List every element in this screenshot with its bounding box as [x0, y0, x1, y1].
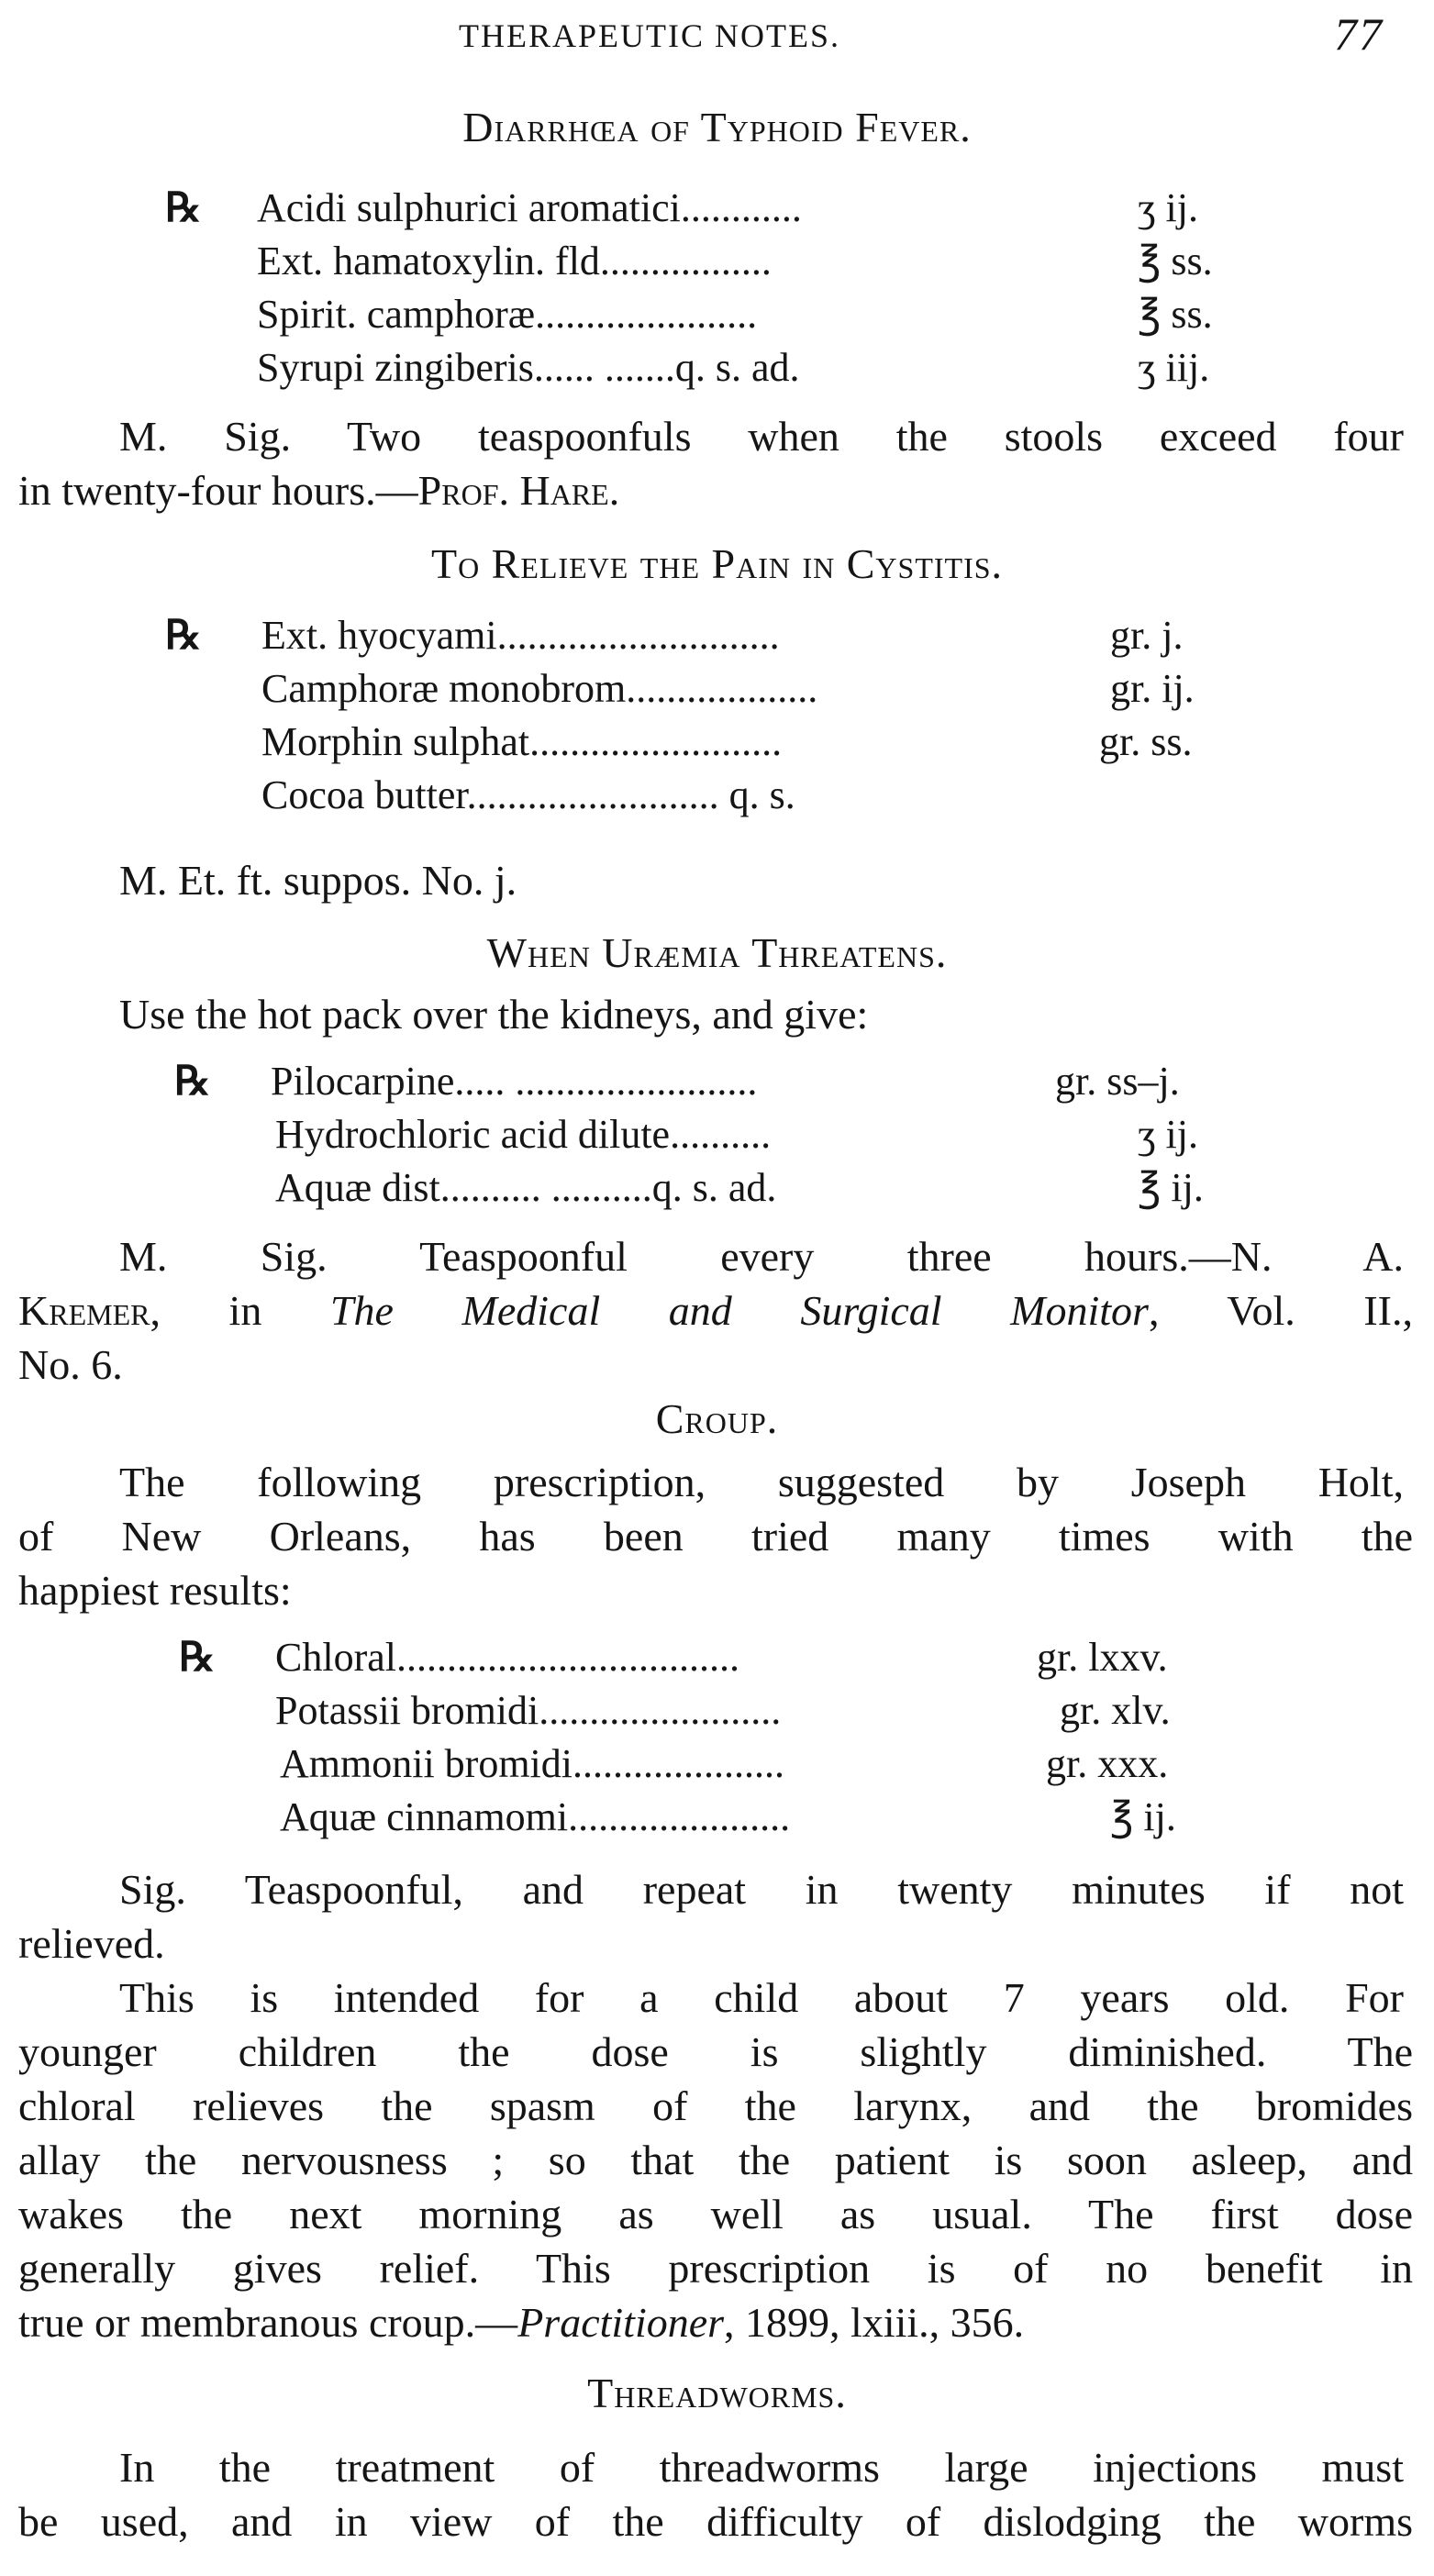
section-heading-uraemia: When Uræmia Threatens. [486, 929, 948, 976]
sig-text: in twenty-four hours.— [18, 467, 418, 514]
sig-croup-line2: relieved. [18, 1920, 165, 1967]
ingredient-name: Syrupi zingiberis...... .......q. s. ad. [257, 345, 800, 390]
ingredient-name: Potassii bromidi........................ [275, 1688, 782, 1733]
ingredient-name: Ext. hyocyami............................ [261, 613, 780, 658]
prescription-croup [179, 1631, 1280, 1851]
sig-uraemia-line2 [18, 1283, 1413, 1338]
ingredient-dose: ℥ ij. [1138, 1165, 1204, 1210]
author-credit: Kremer [18, 1287, 150, 1334]
note-croup-line: chloral relieves the spasm of the larynx, and the bromides [18, 2082, 1413, 2129]
ingredient-name: Pilocarpine..... ........................ [271, 1059, 758, 1104]
prescription-uraemia [174, 1055, 1275, 1220]
instruction-cystitis: M. Et. ft. suppos. No. j. [119, 857, 517, 904]
ingredient-name: Aquæ cinnamomi...................... [280, 1794, 791, 1839]
ingredient-dose: ℥ ss. [1138, 292, 1213, 337]
sig-uraemia-line1: M. Sig. Teaspoonful every three hours.—N. A. [119, 1233, 1404, 1280]
ingredient-name: Morphin sulphat......................... [261, 719, 783, 764]
ingredient-dose: gr. ss. [1099, 719, 1193, 764]
ingredient-name: Ext. hamatoxylin. fld................. [257, 239, 772, 283]
ingredient-name: Spirit. camphoræ...................... [257, 292, 758, 337]
sig-diarrhoea-line1: M. Sig. Two teaspoonfuls when the stools exceed four [119, 413, 1404, 460]
note-croup-line: allay the nervousness ; so that the patient is soon asleep, and [18, 2137, 1413, 2183]
section-heading-cystitis: To Relieve the Pain in Cystitis. [430, 540, 1004, 587]
threadworms-line1: In the treatment of threadworms large injections must [119, 2444, 1404, 2491]
note-croup-line: wakes the next morning as well as usual. The first dose [18, 2191, 1413, 2237]
rx-symbol: ℞ [179, 1635, 216, 1680]
note-croup-line: generally gives relief. This prescription is of no benefit in [18, 2245, 1413, 2292]
section-heading-threadworms: Threadworms. [587, 2370, 847, 2416]
page-number: 77 [1334, 8, 1384, 60]
sig-uraemia-line3: No. 6. [18, 1341, 123, 1388]
rx-symbol: ℞ [165, 613, 202, 658]
section-heading-croup: Croup. [655, 1395, 779, 1442]
ingredient-dose: ʒ ij. [1138, 1112, 1198, 1157]
prescription-cystitis [165, 609, 1266, 829]
rx-symbol: ℞ [165, 185, 202, 230]
ingredient-name: Acidi sulphurici aromatici............ [257, 185, 802, 230]
intro-uraemia: Use the hot pack over the kidneys, and give: [119, 991, 869, 1038]
author-credit: Prof. Hare. [417, 467, 620, 514]
running-head-title: THERAPEUTIC NOTES. [459, 17, 840, 54]
ingredient-dose: gr. xxx. [1046, 1741, 1169, 1786]
rx-symbol: ℞ [174, 1059, 211, 1104]
intro-croup-line2: of New Orleans, has been tried many times with the [18, 1513, 1413, 1560]
journal-title: Practitioner [517, 2299, 725, 2346]
ingredient-name: Chloral.................................. [275, 1635, 739, 1680]
ingredient-name: Camphoræ monobrom................... [261, 666, 818, 711]
ingredient-dose: gr. ij. [1110, 666, 1195, 711]
ingredient-dose: ℥ ss. [1138, 239, 1213, 283]
ingredient-dose: ʒ ij. [1138, 185, 1198, 230]
note-croup-line: younger children the dose is slightly diminished. The [18, 2028, 1413, 2075]
sig-text: , in [150, 1287, 330, 1334]
note-croup-line: This is intended for a child about 7 years old. For [119, 1974, 1404, 2021]
threadworms-line2: be used, and in view of the difficulty of dislodging the worms [18, 2498, 1413, 2545]
ingredient-dose: ʒ iij. [1138, 345, 1210, 390]
note-text: true or membranous croup.— [18, 2299, 518, 2346]
ingredient-dose: ℥ ij. [1110, 1794, 1176, 1839]
ingredient-dose: gr. xlv. [1060, 1688, 1171, 1733]
ingredient-dose: gr. j. [1110, 613, 1184, 658]
running-head [18, 7, 1416, 62]
prescription-diarrhoea [165, 182, 1266, 402]
intro-croup-line3: happiest results: [18, 1567, 292, 1614]
ingredient-dose: gr. ss–j. [1055, 1059, 1180, 1104]
sig-croup-line1: Sig. Teaspoonful, and repeat in twenty minutes if not [119, 1866, 1404, 1913]
journal-title: The Medical and Surgical Monitor [329, 1287, 1149, 1334]
sig-text: , Vol. II., [1148, 1287, 1413, 1334]
intro-croup-line1: The following prescription, suggested by Joseph Holt, [119, 1459, 1404, 1505]
ingredient-name: Hydrochloric acid dilute.......... [275, 1112, 772, 1157]
section-heading-diarrhoea: Diarrhœa of Typhoid Fever. [462, 104, 972, 150]
sig-diarrhoea-line2 [18, 463, 1413, 517]
ingredient-name: Aquæ dist.......... ..........q. s. ad. [275, 1165, 777, 1210]
ingredient-dose: gr. lxxv. [1037, 1635, 1168, 1680]
note-croup-last-line [18, 2295, 1413, 2349]
ingredient-name: Ammonii bromidi..................... [280, 1741, 784, 1786]
ingredient-name: Cocoa butter......................... q. s. [261, 772, 795, 817]
note-text: , 1899, lxiii., 356. [724, 2299, 1025, 2346]
